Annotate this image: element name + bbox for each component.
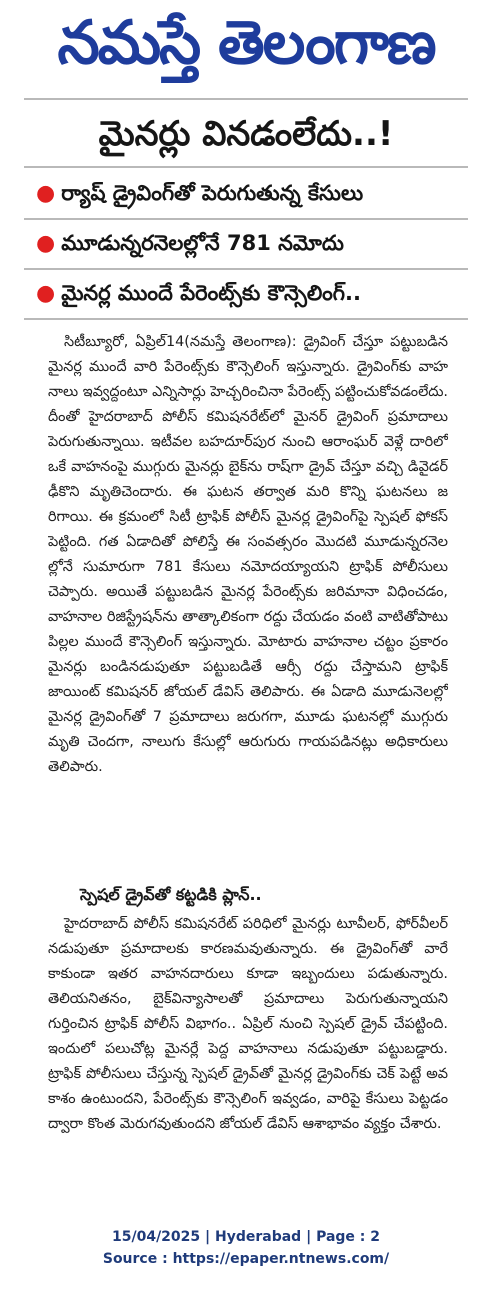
subhead-text: మూడున్నరనెలల్లోనే 781 నమోదు <box>61 231 344 255</box>
article-headline: మైనర్లు వినడంలేదు..! <box>98 114 394 154</box>
article-paragraph-1: సిటీబ్యూరో, ఏప్రిల్14(నమస్తే తెలంగాణ): డ్రైవింగ్ చేస్తూ పట్టుబడిన మైనర్ల ముందే వారి పేరెంట్స్‌కు కౌన్సెలింగ్ ఇస్తున్నారు. డ్రైవింగ్‌కు వాహనాలు ఇవ్వద్దంటూ ఎన్నిసార్లు హెచ్చరించినా పేరెంట్స్ పట్టించుకోవడంలేదు. దీంతో హైదరాబాద్ పోలీస్ కమిషనరేట్‌లో మైనర్ డ్రైవింగ్ ప్రమాదాలు పెరుగుతున్నాయి. ఇటీవల బహదూర్‌పుర నుంచి ఆరాంఘర్ వెళ్లే దారిలో ఒకే వాహనంపై ముగ్గురు మైనర్లు బైక్‌ను రాష్‌గా డ్రైవ్ చేస్తూ వచ్చి డివైడర్ ఢీకొని మృతిచెందారు. ఈ ఘటన తర్వాత మరి కొన్ని ఘటనలు జరిగాయి. ఈ క్రమంలో సిటీ ట్రాఫిక్ పోలీస్ మైనర్ల డ్రైవింగ్‌పై స్పెషల్ ఫోకస్ పెట్టింది. గత ఏడాదితో పోలిస్తే ఈ సంవత్సరం మొదటి మూడున్నరనెలల్లోనే సుమారుగా 781 కేసులు నమోదయ్యాయని ట్రాఫిక్ పోలీసులు చెప్పారు. అయితే పట్టుబడిన మైనర్ల పేరెంట్స్‌కు జరిమానా విధించడం, వాహనాల రిజిస్ట్రేషన్‌ను తాత్కాలికంగా రద్దు చేయడం వంటి వాటితోపాటు పిల్లల ముందే కౌన్సెలింగ్ ఇస్తున్నారు. మోటారు వాహనాల చట్టం ప్రకారం మైనర్లు బండినడుపుతూ పట్టుబడితే ఆర్సీ రద్దు చేస్తామని ట్రాఫిక్ జాయింట్ కమిషనర్ జోయల్ డేవిస్ తెలిపారు. ఈ ఏడాది మూడునెలల్లో మైనర్ల డ్రైవింగ్‌తో 7 ప్రమాదాలు జరుగగా, మూడు ఘటనల్లో ముగ్గురు మృతి చెందగా, నాలుగు కేసుల్లో ఆరుగురు గాయపడినట్లు అధికారులు తెలిపారు. <box>48 334 448 775</box>
subhead-text: మైనర్ల ముందే పేరెంట్స్‌కు కౌన్సెలింగ్.. <box>61 281 361 305</box>
headline-divider <box>24 166 468 168</box>
subhead-divider <box>24 268 468 270</box>
footer-dateline: 15/04/2025 | Hyderabad | Page : 2 <box>111 1229 381 1245</box>
article-paragraph-2: హైదరాబాద్ పోలీస్ కమిషనరేట్ పరిధిలో మైనర్లు టూవీలర్, ఫోర్‌వీలర్ నడుపుతూ ప్రమాదాలకు కారణమవుతున్నారు. ఈ డ్రైవింగ్‌తో వారే కాకుండా ఇతర వాహనదారులు కూడా ఇబ్బందులు పడుతున్నారు. తెలియనితనం, బైక్‌విన్యాసాలతో ప్రమాదాలు పెరుగుతున్నాయని గుర్తించిన ట్రాఫిక్ పోలీస్ విభాగం.. ఏప్రిల్ నుంచి స్పెషల్ డ్రైవ్ చేపట్టింది. ఇందులో పలుచోట్ల మైనర్లే పెద్ద వాహనాలు నడుపుతూ పట్టుబడ్డారు. ట్రాఫిక్ పోలీసులు చేస్తున్న స్పెషల్ డ్రైవ్‌తో మైనర్ల డ్రైవింగ్‌కు చెక్ పెట్టే అవకాశం ఉంటుందని, పేరెంట్స్‌కు కౌన్సెలింగ్ ఇవ్వడం, వారిపై కేసులు పెట్టడం ద్వారా కొంత మెరుగవుతుందని జోయల్ డేవిస్ ఆశాభావం వ్యక్తం చేశారు. <box>48 916 448 1132</box>
masthead-title: నమస్తే తెలంగాణ <box>57 8 435 78</box>
bullet-icon: ● <box>36 181 56 206</box>
article-subtitle: స్పెషల్ డ్రైవ్‌తో కట్టడికి ప్లాన్.. <box>80 885 262 904</box>
subhead-text: ర్యాష్ డ్రైవింగ్‌తో పెరుగుతున్న కేసులు <box>61 181 364 205</box>
subhead-2 <box>36 226 478 260</box>
newspaper-masthead <box>0 0 492 88</box>
subhead-divider <box>24 318 468 320</box>
subhead-1 <box>36 176 478 210</box>
bullet-icon: ● <box>36 281 56 306</box>
masthead-divider <box>24 98 468 100</box>
subhead-divider <box>24 218 468 220</box>
footer-source: Source : https://epaper.ntnews.com/ <box>102 1251 390 1267</box>
subhead-3 <box>36 276 478 310</box>
bullet-icon: ● <box>36 231 56 256</box>
